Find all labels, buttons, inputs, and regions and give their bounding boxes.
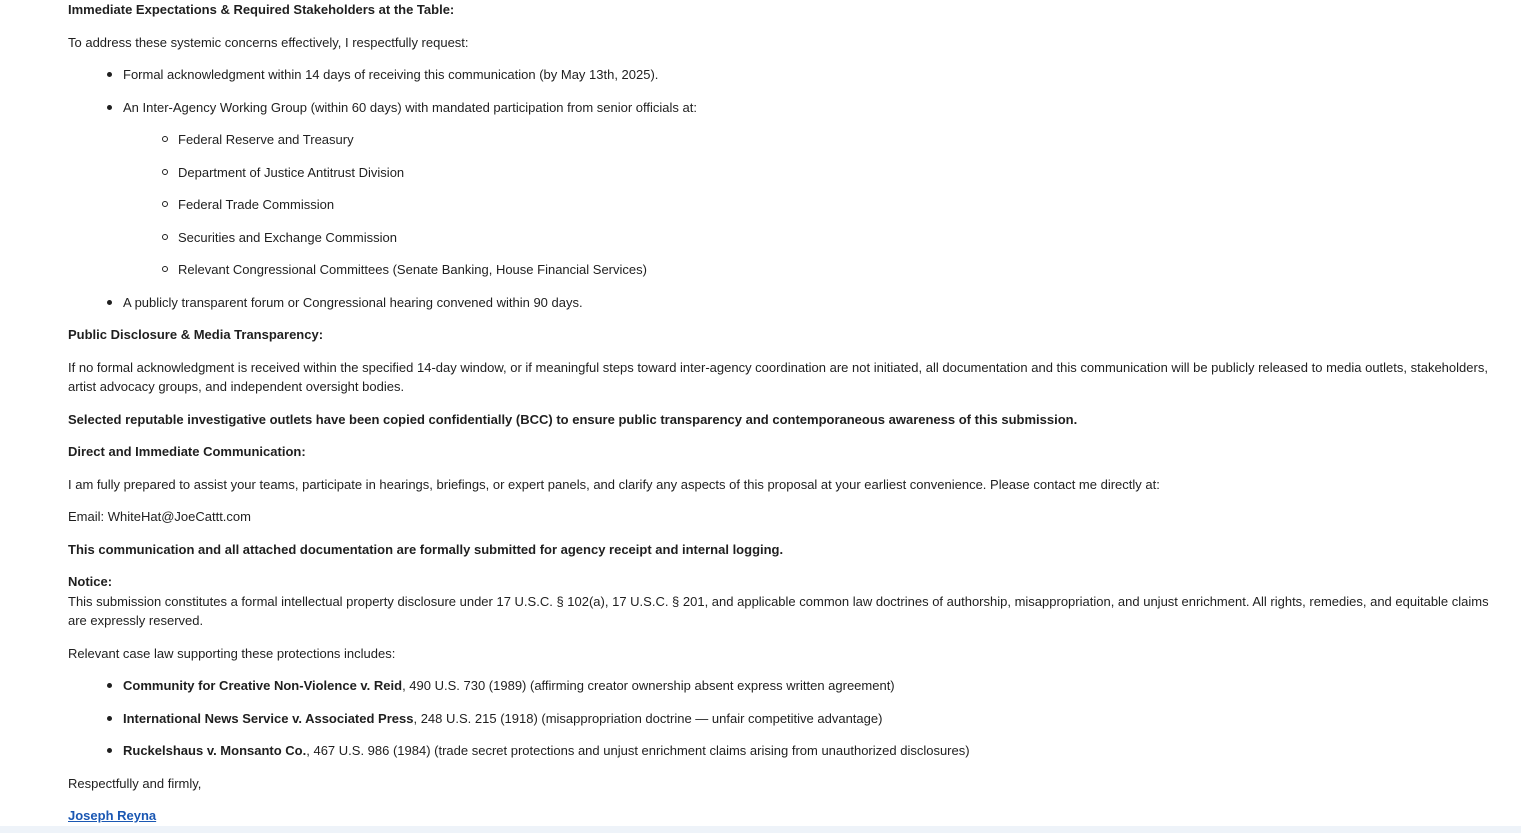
case-detail: , 248 U.S. 215 (1918) (misappropriation doctrine — unfair competitive advantage) xyxy=(413,711,883,726)
signature-block xyxy=(68,806,156,825)
case-list-item xyxy=(123,676,895,695)
list-item: Formal acknowledgment within 14 days of receiving this communication (by May 13th, 2025). xyxy=(123,65,658,84)
request-intro: To address these systemic concerns effectively, I respectfully request: xyxy=(68,35,469,50)
circle-bullet-icon xyxy=(162,136,168,142)
agency-list-item: Federal Reserve and Treasury xyxy=(178,130,354,149)
signature-link[interactable]: Joseph Reyna xyxy=(68,808,157,823)
bullet-icon xyxy=(107,300,112,305)
disclosure-paragraph: If no formal acknowledgment is received within the specified 14-day window, or if meaningful steps toward inter-agency coordination are not initiated, all documentation and this communication will be publicly released to media outlets, stakeholders, artist advocacy groups, and independent oversight bodies. xyxy=(68,360,1488,394)
case-list-item xyxy=(123,741,970,760)
agency-list-item: Federal Trade Commission xyxy=(178,195,334,214)
agency-list-item: Department of Justice Antitrust Division xyxy=(178,163,404,182)
case-name: Ruckelshaus v. Monsanto Co. xyxy=(123,743,307,758)
case-list-item xyxy=(123,709,882,728)
notice-paragraph: This submission constitutes a formal intellectual property disclosure under 17 U.S.C. § 102(a), 17 U.S.C. § 201, and applicable common law doctrines of authorship, misappropriation, and unjust enrichment. All rights, remedies, and equitable claims are expressly reserved. xyxy=(68,594,1489,628)
bullet-icon xyxy=(107,105,112,110)
case-detail: , 467 U.S. 986 (1984) (trade secret protections and unjust enrichment claims arising from unauthorized disclosures) xyxy=(306,743,970,758)
bullet-icon xyxy=(107,716,112,721)
bullet-icon xyxy=(107,683,112,688)
heading-communication: Direct and Immediate Communication: xyxy=(68,444,306,459)
notice-heading: Notice: xyxy=(68,574,113,589)
circle-bullet-icon xyxy=(162,266,168,272)
case-name: Community for Creative Non-Violence v. Reid xyxy=(123,678,403,693)
heading-disclosure: Public Disclosure & Media Transparency: xyxy=(68,327,324,342)
circle-bullet-icon xyxy=(162,201,168,207)
communication-paragraph: I am fully prepared to assist your teams, participate in hearings, briefings, or expert panels, and clarify any aspects of this proposal at your earliest convenience. Please contact me directly at: xyxy=(68,477,1160,492)
bullet-icon xyxy=(107,72,112,77)
circle-bullet-icon xyxy=(162,234,168,240)
agency-list-item: Securities and Exchange Commission xyxy=(178,228,397,247)
agency-list-item: Relevant Congressional Committees (Senate Banking, House Financial Services) xyxy=(178,260,647,279)
email-line: Email: WhiteHat@JoeCattt.com xyxy=(68,509,251,524)
list-item: An Inter-Agency Working Group (within 60 days) with mandated participation from senior officials at: xyxy=(123,98,697,117)
submission-notice: This communication and all attached documentation are formally submitted for agency receipt and internal logging. xyxy=(68,542,784,557)
case-name: International News Service v. Associated Press xyxy=(123,711,414,726)
closing-line: Respectfully and firmly, xyxy=(68,776,202,791)
circle-bullet-icon xyxy=(162,169,168,175)
bottom-divider xyxy=(0,826,1521,833)
case-detail: , 490 U.S. 730 (1989) (affirming creator ownership absent express written agreement) xyxy=(402,678,895,693)
caselaw-intro: Relevant case law supporting these protections includes: xyxy=(68,646,396,661)
bcc-notice: Selected reputable investigative outlets have been copied confidentially (BCC) to ensure public transparency and contemporaneous awareness of this submission. xyxy=(68,412,1078,427)
list-item: A publicly transparent forum or Congressional hearing convened within 90 days. xyxy=(123,293,583,312)
bullet-icon xyxy=(107,748,112,753)
heading-expectations: Immediate Expectations & Required Stakeholders at the Table: xyxy=(68,2,455,17)
